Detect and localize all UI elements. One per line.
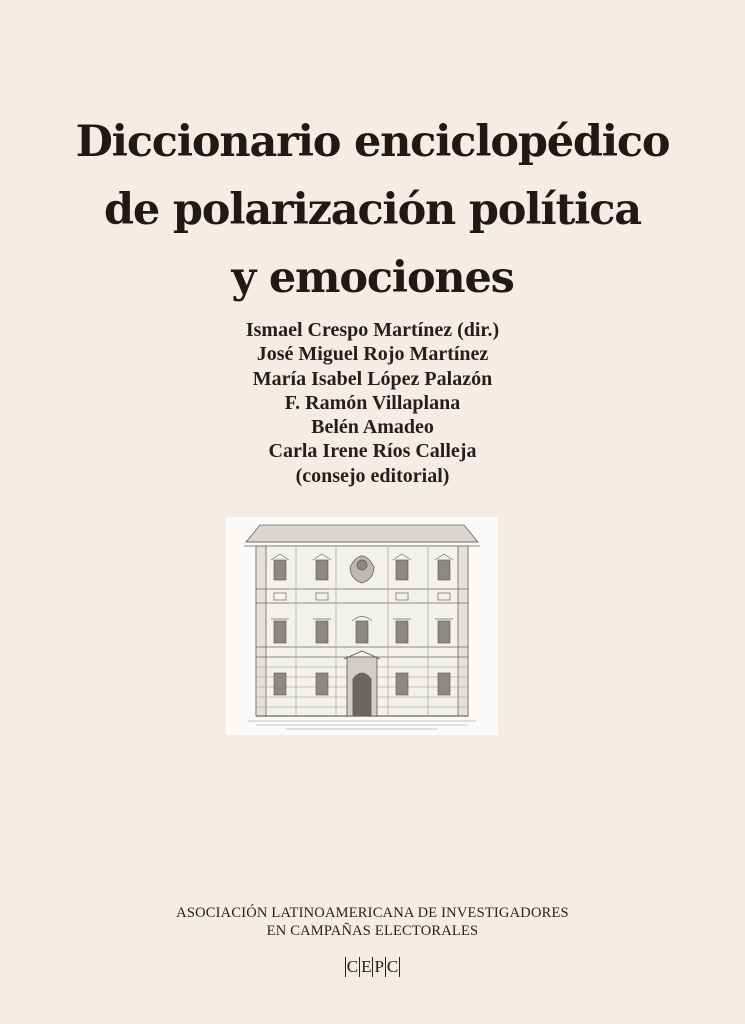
title-line: y emociones <box>231 253 514 303</box>
building-facade-icon <box>226 517 498 735</box>
title-line: Diccionario enciclopédico <box>75 117 670 167</box>
author-name: F. Ramón Villaplana <box>284 391 461 414</box>
cepc-logo-mark <box>344 956 402 978</box>
publisher-name <box>0 904 745 940</box>
title-line: de polarización política <box>104 185 641 235</box>
author-name: José Miguel Rojo Martínez <box>256 343 489 366</box>
author-name: Ismael Crespo Martínez (dir.) <box>245 319 500 341</box>
publisher-line: ASOCIACIÓN LATINOAMERICANA DE INVESTIGADORES <box>176 905 569 921</box>
author-name: María Isabel López Palazón <box>252 367 493 390</box>
publisher-line: EN CAMPAÑAS ELECTORALES <box>266 923 479 939</box>
logo-letter: P <box>374 957 384 976</box>
author-list <box>0 318 745 488</box>
logo-letter: C <box>386 957 399 976</box>
logo-letter: C <box>346 957 359 976</box>
author-name: Carla Irene Ríos Calleja <box>268 440 477 463</box>
logo-letter: E <box>361 957 372 976</box>
palazzo-facade-engraving <box>226 517 498 735</box>
author-name: Belén Amadeo <box>311 416 434 439</box>
cepc-logo <box>0 956 745 981</box>
book-title <box>0 108 745 312</box>
author-role: (consejo editorial) <box>295 464 450 487</box>
